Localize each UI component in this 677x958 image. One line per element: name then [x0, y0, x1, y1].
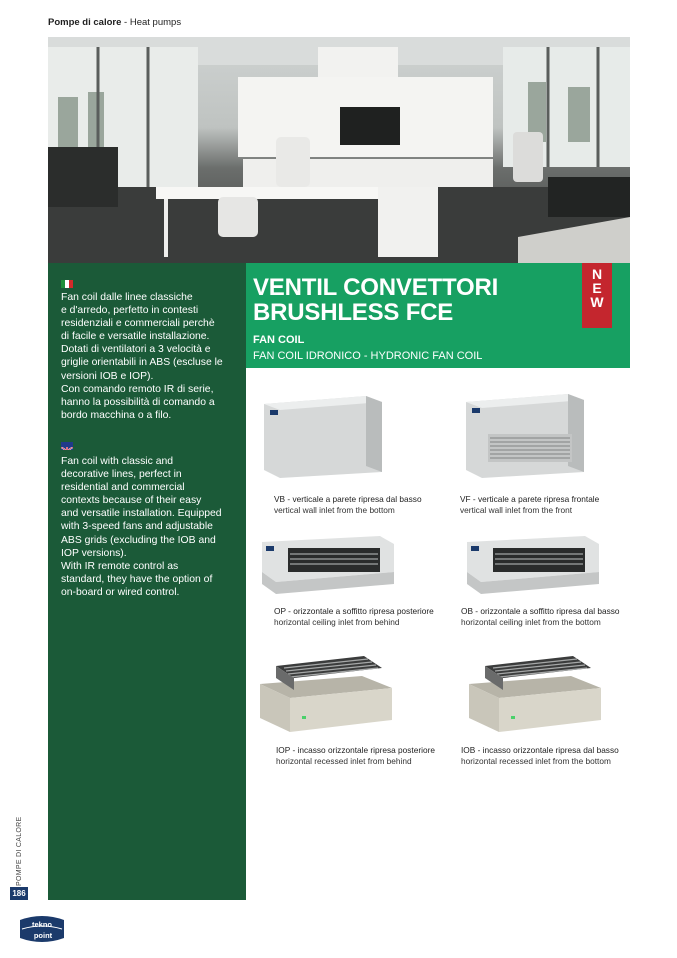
badge-letter: W [590, 294, 604, 310]
caption-en: vertical wall inlet from the front [460, 504, 573, 515]
side-section-label [16, 816, 30, 886]
breadcrumb-separator: - [121, 17, 130, 28]
page-number: 186 [10, 887, 28, 900]
it-line: griglie orientabili in ABS (escluse le [61, 357, 223, 369]
caption-it: OB - orizzontale a soffitto ripresa dal basso [461, 606, 620, 616]
caption-it: OP - orizzontale a soffitto ripresa posteriore [274, 606, 434, 616]
title-line-2: BRUSHLESS FCE [253, 299, 454, 326]
it-line: Dotati di ventilatori a 3 velocità e [61, 344, 211, 356]
product-ob-caption [461, 606, 620, 627]
product-op-caption [274, 606, 434, 627]
en-line: Fan coil with classic and [61, 456, 174, 467]
description-english [61, 455, 241, 599]
product-op-image [258, 532, 398, 605]
caption-en: horizontal recessed inlet from behind [276, 755, 412, 766]
uk-flag-icon [61, 442, 73, 450]
badge-letter: N [591, 266, 603, 282]
en-line: standard, they have the option of [61, 573, 213, 585]
it-line: Fan coil dalle linee classiche [61, 292, 193, 303]
caption-it: VF - verticale a parete ripresa frontale [460, 494, 600, 504]
caption-it: IOB - incasso orizzontale ripresa dal basso [461, 745, 619, 755]
product-vf-caption [460, 494, 599, 515]
it-line: hanno la possibilità di comando a [61, 396, 215, 408]
office-illustration [48, 37, 630, 263]
subtitle-hydronic: FAN COIL IDRONICO - HYDRONIC FAN COIL [253, 350, 483, 362]
it-line: Con comando remoto IR di serie, [61, 383, 214, 395]
product-iob-image [465, 648, 605, 739]
teknopoint-logo [18, 914, 66, 944]
page-title [253, 275, 498, 325]
en-line: with 3-speed fans and adjustable [61, 521, 213, 533]
product-iop-image [256, 648, 396, 739]
product-ob-image [463, 532, 603, 605]
caption-en: horizontal ceiling inlet from behind [274, 616, 400, 627]
new-badge [582, 263, 612, 328]
hero-office-photo [48, 37, 630, 263]
breadcrumb-section-en: Heat pumps [129, 17, 182, 28]
italian-flag-icon [61, 280, 73, 288]
en-line: IOP versions). [61, 547, 127, 559]
caption-en: horizontal recessed inlet from the bottom [461, 755, 611, 766]
it-line: versioni IOB e IOP). [61, 370, 154, 382]
side-label-text: POMPE DI CALORE [16, 816, 23, 886]
en-line: and versatile installation. Equipped [61, 508, 222, 520]
en-line: decorative lines, perfect in [61, 469, 182, 481]
en-line: contexts because of their easy [61, 495, 202, 507]
badge-letter: E [592, 280, 602, 296]
product-iob-caption [461, 745, 619, 766]
en-line: ABS grids (excluding the IOB and [61, 534, 216, 546]
breadcrumb-section-it: Pompe di calore [48, 17, 122, 28]
caption-it: VB - verticale a parete ripresa dal basso [274, 494, 422, 504]
product-vb-image [258, 390, 388, 483]
en-line: residential and commercial [61, 482, 185, 494]
logo-text-top: tekno [31, 920, 53, 929]
en-line: With IR remote control as [61, 560, 179, 572]
caption-it: IOP - incasso orizzontale ripresa posteriore [276, 745, 435, 755]
product-iop-caption [276, 745, 435, 766]
logo-text-bottom: point [33, 931, 53, 940]
caption-en: horizontal ceiling inlet from the bottom [461, 616, 601, 627]
description-italian [61, 291, 241, 422]
it-line: e d'arredo, perfetto in contesti [61, 305, 199, 317]
title-header [246, 263, 630, 368]
product-vb-caption [274, 494, 422, 515]
subtitle-fan-coil: FAN COIL [253, 334, 305, 346]
product-vf-image [460, 388, 590, 485]
caption-en: vertical wall inlet from the bottom [274, 504, 395, 515]
title-line-1: VENTIL CONVETTORI [253, 274, 499, 301]
it-line: bordo macchina o a filo. [61, 409, 172, 421]
it-line: residenziali e commerciali perchè [61, 318, 215, 330]
description-panel [48, 263, 246, 900]
it-line: di facile e versatile installazione. [61, 331, 210, 343]
breadcrumb [48, 17, 181, 28]
en-line: on-board or wired control. [61, 586, 180, 598]
